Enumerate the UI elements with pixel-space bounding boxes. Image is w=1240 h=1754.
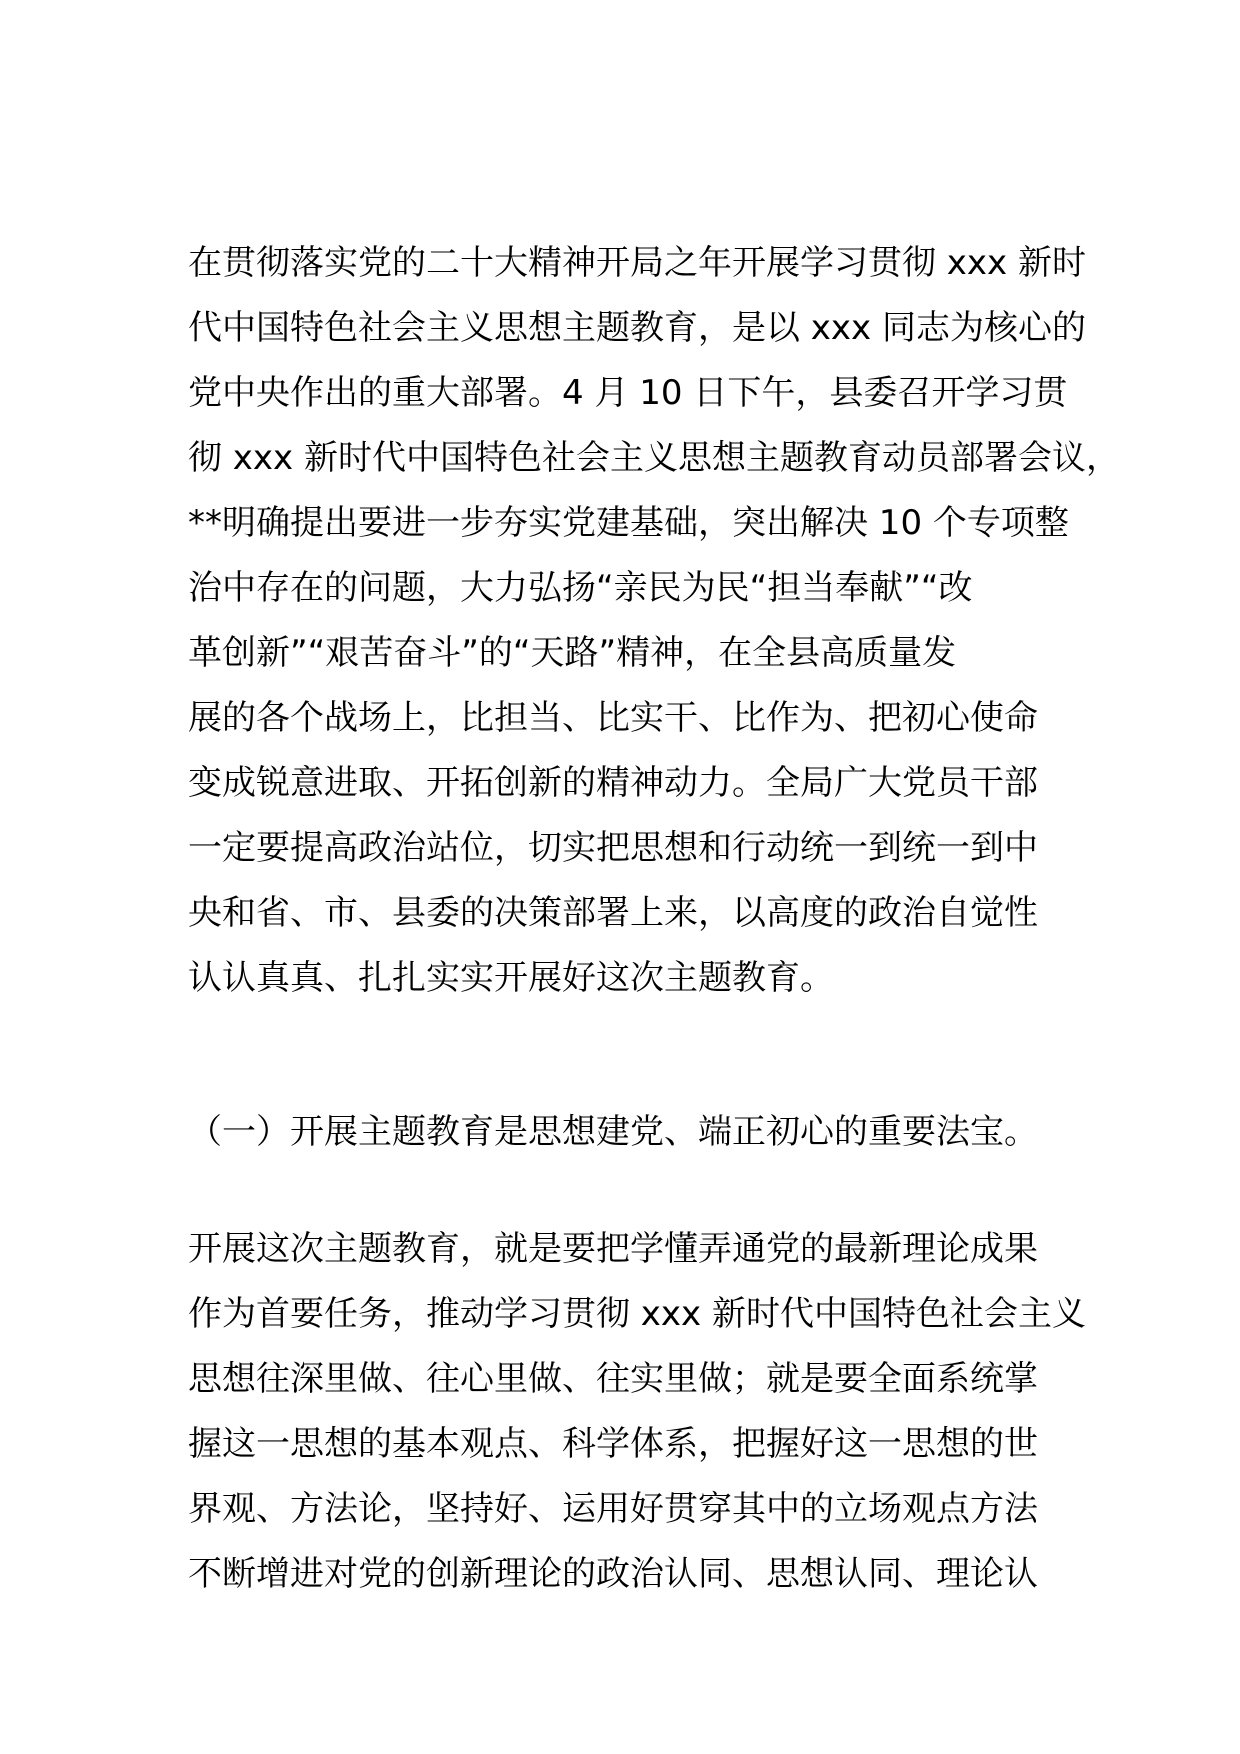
paragraph-intro <box>188 231 1120 1011</box>
text-line: 一定要提高政治站位，切实把思想和行动统一到统一到中 <box>188 828 1038 868</box>
text-line: 展的各个战场上，比担当、比实干、比作为、把初心使命 <box>188 698 1038 738</box>
text-line: 革创新”“艰苦奋斗”的“天路”精神，在全县高质量发 <box>188 633 957 673</box>
text-line: 代中国特色社会主义思想主题教育，是以 xxx 同志为核心的 <box>188 308 1086 348</box>
text-line: 认认真真、扎扎实实开展好这次主题教育。 <box>188 958 834 998</box>
paragraph-section-one <box>188 1217 1086 1607</box>
text-line: 党中央作出的重大部署。4 月 10 日下午，县委召开学习贯 <box>188 373 1068 413</box>
text-line: 开展这次主题教育，就是要把学懂弄通党的最新理论成果 <box>188 1229 1038 1269</box>
text-line: 不断增进对党的创新理论的政治认同、思想认同、理论认 <box>188 1554 1038 1594</box>
text-line: **明确提出要进一步夯实党建基础，突出解决 10 个专项整 <box>188 503 1069 543</box>
text-line: 界观、方法论，坚持好、运用好贯穿其中的立场观点方法 <box>188 1489 1038 1529</box>
text-line: 治中存在的问题，大力弘扬“亲民为民“担当奉献”“改 <box>188 568 973 608</box>
text-line: 思想往深里做、往心里做、往实里做；就是要全面系统掌 <box>188 1359 1038 1399</box>
text-line: 央和省、市、县委的决策部署上来，以高度的政治自觉性 <box>188 893 1038 933</box>
text-line: 变成锐意进取、开拓创新的精神动力。全局广大党员干部 <box>188 763 1038 803</box>
heading-text: （一）开展主题教育是思想建党、端正初心的重要法宝。 <box>188 1112 1038 1152</box>
text-line: 作为首要任务，推动学习贯彻 xxx 新时代中国特色社会主义 <box>188 1294 1086 1334</box>
text-line: 握这一思想的基本观点、科学体系，把握好这一思想的世 <box>188 1424 1038 1464</box>
text-line: 在贯彻落实党的二十大精神开局之年开展学习贯彻 xxx 新时 <box>188 243 1086 283</box>
text-line: 彻 xxx 新时代中国特色社会主义思想主题教育动员部署会议， <box>188 438 1120 478</box>
section-heading <box>188 1100 1068 1165</box>
